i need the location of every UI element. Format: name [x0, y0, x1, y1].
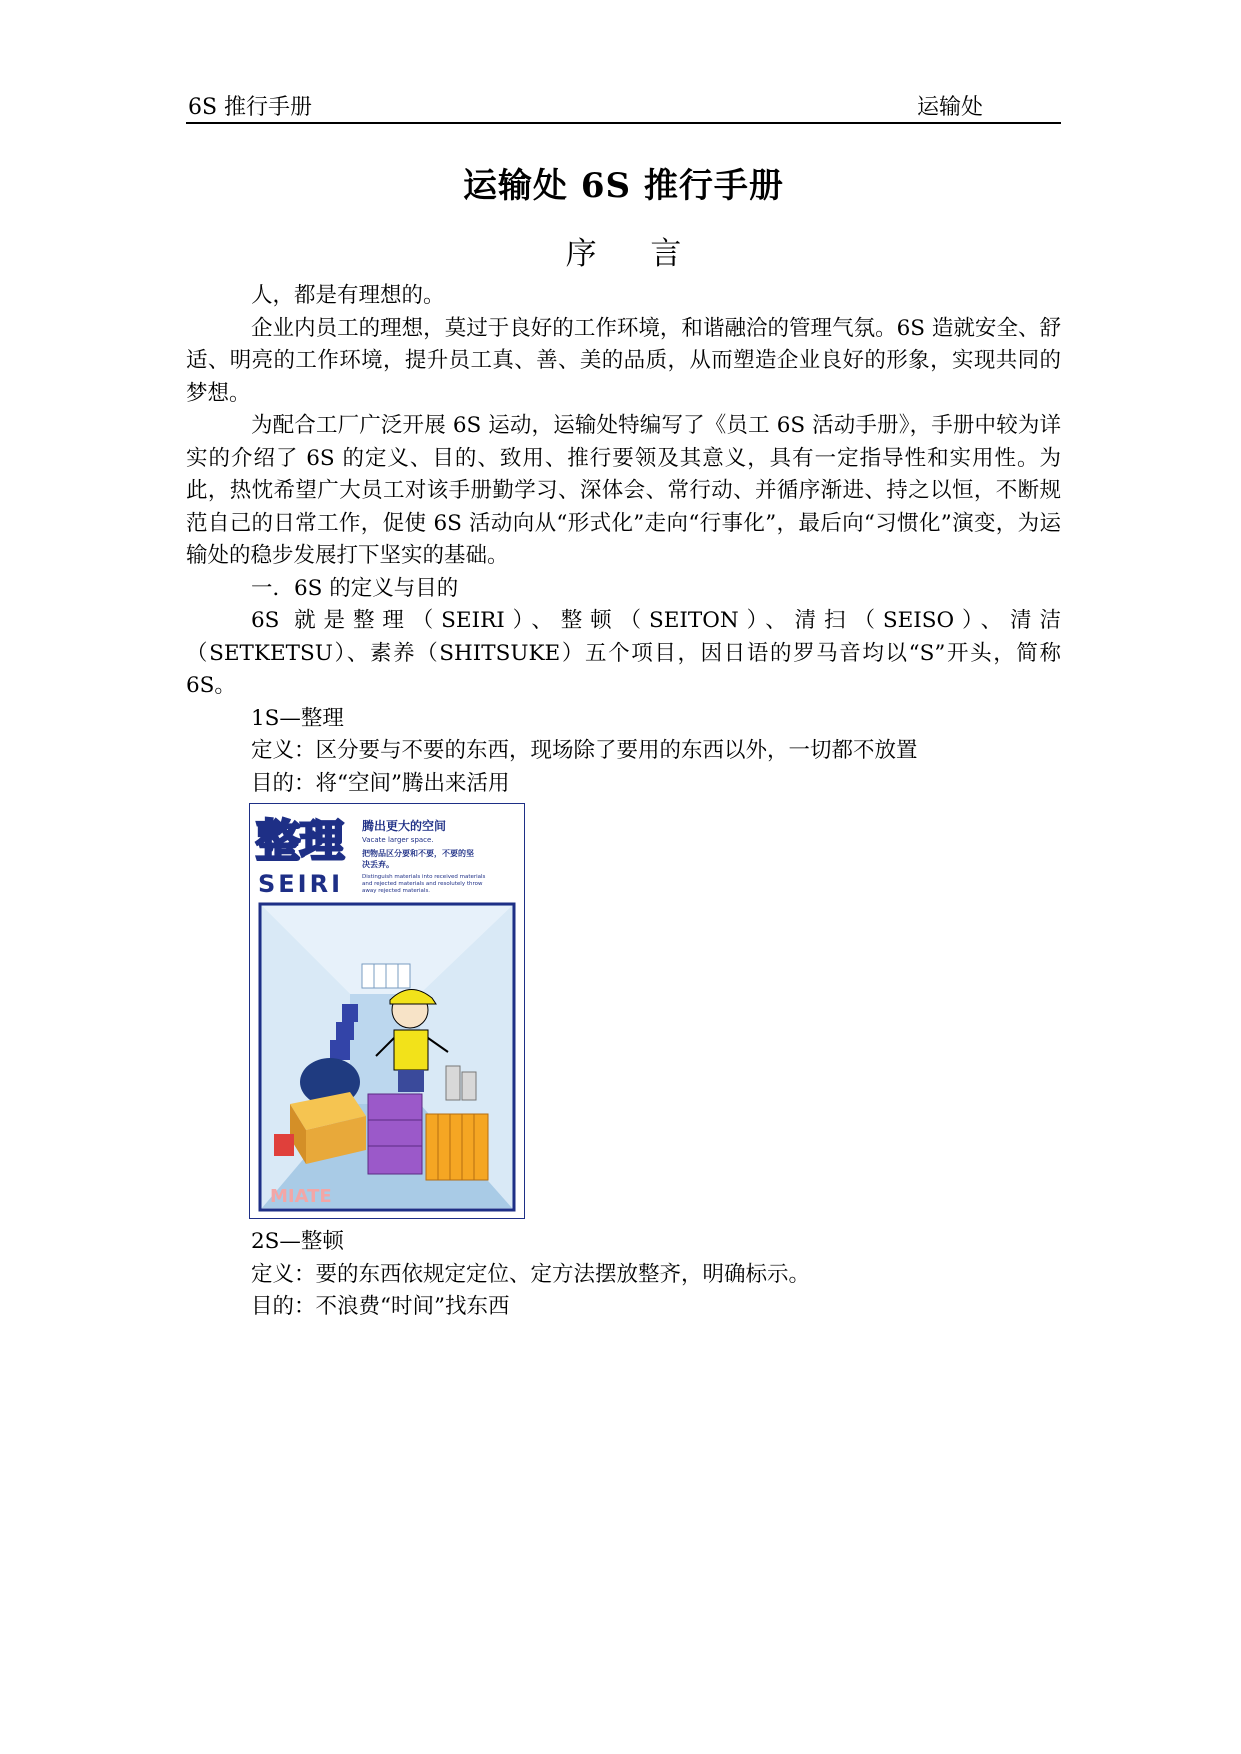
- s1-definition: 定义：区分要与不要的东西，现场除了要用的东西以外，一切都不放置: [251, 738, 918, 763]
- paragraph: 为配合工厂广泛开展 6S 运动，运输处特编写了《员工 6S 活动手册》，手册中较为详实的介绍了 6S 的定义、目的、致用、推行要领及其意义，具有一定指导性和实用性。为此，热忱希望广大员工对该手册勤学习、深体会、常行动、并循序渐进、持之以恒，不断规范自己的日常工作，促使 6S 活动向从“形式化”走向“行事化”，最后向“习惯化”演变，为运输处的稳步发展打下坚实的基础。: [186, 413, 1061, 568]
- paragraph: 人，都是有理想的。: [251, 283, 445, 308]
- seiri-poster-illustration: [250, 804, 524, 1218]
- poster-desc-en-2: and rejected materials and resolutely throw: [362, 881, 483, 887]
- poster-romaji: SEIRI: [258, 870, 344, 898]
- poster-big-title: 整理: [256, 816, 344, 867]
- section-heading: 一．6S 的定义与目的: [251, 575, 459, 601]
- preface-heading: 序 言: [565, 236, 704, 272]
- body-text: [186, 280, 1061, 800]
- poster-slogan-cn: 腾出更大的空间: [362, 819, 447, 833]
- poster-desc-cn-2: 决丢弃。: [362, 860, 394, 869]
- poster-slogan-en: Vacate larger space.: [362, 836, 434, 844]
- seiri-poster: [249, 803, 525, 1219]
- page-header: [186, 88, 1061, 124]
- s1-purpose: 目的：将“空间”腾出来活用: [251, 770, 510, 796]
- poster-desc-en-3: away rejected materials.: [362, 888, 431, 894]
- paragraph: 企业内员工的理想，莫过于良好的工作环境，和谐融洽的管理气氛。6S 造就安全、舒适、明亮的工作环境，提升员工真、善、美的品质，从而塑造企业良好的形象，实现共同的梦想。: [186, 315, 1061, 406]
- poster-desc-en-1: Distinguish materials into received materials: [362, 874, 486, 880]
- header-left: 6S 推行手册: [188, 95, 313, 120]
- poster-desc-cn-1: 把物品区分要和不要，不要的坚: [362, 849, 474, 858]
- s2-purpose: 目的：不浪费“时间”找东西: [251, 1294, 510, 1319]
- document-title: 运输处 6S 推行手册: [463, 166, 784, 206]
- poster-brand: MIATE: [270, 1186, 332, 1207]
- header-right: 运输处: [916, 95, 983, 120]
- section-2s: [186, 1226, 1061, 1324]
- s2-heading: 2S—整顿: [251, 1229, 344, 1254]
- paragraph: 6S 就是整理（SEIRI）、整顿（SEITON）、清扫（SEISO）、清洁（SETKETSU）、素养（SHITSUKE）五个项目，因日语的罗马音均以“S”开头，简称 6S。: [186, 608, 1061, 698]
- s2-definition: 定义：要的东西依规定定位、定方法摆放整齐，明确标示。: [251, 1261, 811, 1287]
- s1-heading: 1S—整理: [251, 705, 344, 731]
